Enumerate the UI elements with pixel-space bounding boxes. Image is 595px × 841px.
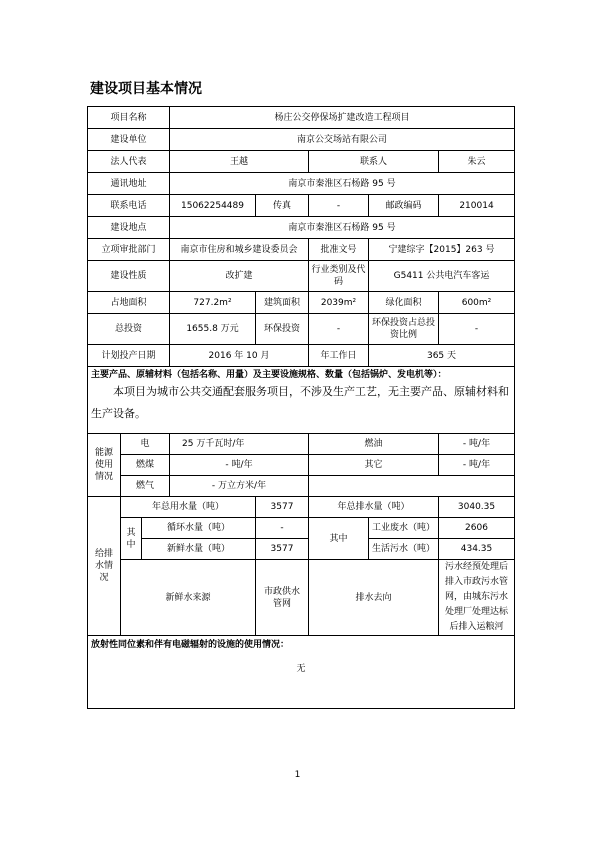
- table-row: [88, 497, 515, 518]
- among2-label: 其中: [309, 518, 369, 560]
- dest: 污水经预处理后排入市政污水管网，由城东污水处理厂处理达标后排入运粮河: [439, 560, 515, 636]
- table-row: [88, 455, 515, 476]
- approval-no: 宁建综字【2015】263 号: [369, 239, 515, 261]
- other-label: 其它: [309, 455, 439, 476]
- electricity: 25 万千瓦时/年: [170, 434, 309, 455]
- oil-label: 燃油: [309, 434, 439, 455]
- products-text: 本项目为城市公共交通配套服务项目，不涉及生产工艺，无主要产品、原辅材料和生产设备。: [91, 385, 509, 420]
- radiation-heading: 放射性同位素和伴有电磁辐射的设施的使用情况：: [91, 640, 290, 650]
- nature-label: 建设性质: [88, 261, 170, 292]
- table-row: [88, 107, 515, 129]
- water-label: 给排水情况: [88, 497, 121, 636]
- project-name: 杨庄公交停保场扩建改造工程项目: [170, 107, 515, 129]
- fresh: 3577: [256, 539, 309, 560]
- among-label: 其中: [121, 518, 142, 560]
- recycle-label: 循环水量（吨）: [142, 518, 256, 539]
- electricity-label: 电: [121, 434, 170, 455]
- total-use-label: 年总用水量（吨）: [121, 497, 256, 518]
- start-date: 2016 年 10 月: [170, 345, 309, 367]
- project-name-label: 项目名称: [88, 107, 170, 129]
- energy-label: 能源使用情况: [88, 434, 121, 497]
- gas: - 万立方米/年: [170, 476, 309, 497]
- fax-label: 传真: [256, 195, 309, 217]
- env-invest: -: [309, 314, 369, 345]
- table-row: [88, 345, 515, 367]
- contact-label: 联系人: [309, 151, 439, 173]
- workdays: 365 天: [369, 345, 515, 367]
- industry: G5411 公共电汽车客运: [369, 261, 515, 292]
- total-use: 3577: [256, 497, 309, 518]
- fax: -: [309, 195, 369, 217]
- total-drain: 3040.35: [439, 497, 515, 518]
- approval-dept-label: 立项审批部门: [88, 239, 170, 261]
- table-row: [88, 195, 515, 217]
- industry-label: 行业类别及代码: [309, 261, 369, 292]
- empty-cell: [309, 476, 515, 497]
- postcode: 210014: [439, 195, 515, 217]
- land-area: 727.2m²: [170, 292, 256, 314]
- coal: - 吨/年: [170, 455, 309, 476]
- legal-rep-label: 法人代表: [88, 151, 170, 173]
- green-area-label: 绿化面积: [369, 292, 439, 314]
- floor-area-label: 建筑面积: [256, 292, 309, 314]
- builder: 南京公交场站有限公司: [170, 129, 515, 151]
- industrial-label: 工业废水（吨）: [369, 518, 439, 539]
- domestic: 434.35: [439, 539, 515, 560]
- fresh-label: 新鲜水量（吨）: [142, 539, 256, 560]
- coal-label: 燃煤: [121, 455, 170, 476]
- oil: - 吨/年: [439, 434, 515, 455]
- site-label: 建设地点: [88, 217, 170, 239]
- source-label: 新鲜水来源: [121, 560, 256, 636]
- table-row: [88, 476, 515, 497]
- postcode-label: 邮政编码: [369, 195, 439, 217]
- builder-label: 建设单位: [88, 129, 170, 151]
- recycle: -: [256, 518, 309, 539]
- industrial: 2606: [439, 518, 515, 539]
- source: 市政供水管网: [256, 560, 309, 636]
- table-row: [88, 314, 515, 345]
- table-row: [88, 261, 515, 292]
- radiation-value: 无: [296, 664, 306, 674]
- address-label: 通讯地址: [88, 173, 170, 195]
- approval-no-label: 批准文号: [309, 239, 369, 261]
- start-date-label: 计划投产日期: [88, 345, 170, 367]
- nature: 改扩建: [170, 261, 309, 292]
- total-drain-label: 年总排水量（吨）: [309, 497, 439, 518]
- table-row: [88, 539, 515, 560]
- page-number: 1: [294, 770, 301, 780]
- env-invest-label: 环保投资: [256, 314, 309, 345]
- table-row: [88, 292, 515, 314]
- legal-rep: 王越: [170, 151, 309, 173]
- table-row: [88, 560, 515, 636]
- approval-dept: 南京市住房和城乡建设委员会: [170, 239, 309, 261]
- site: 南京市秦淮区石杨路 95 号: [170, 217, 515, 239]
- table-row: [88, 217, 515, 239]
- workdays-label: 年工作日: [309, 345, 369, 367]
- table-row: [88, 518, 515, 539]
- other: - 吨/年: [439, 455, 515, 476]
- basic-info-table: [87, 106, 515, 709]
- floor-area: 2039m²: [309, 292, 369, 314]
- env-ratio: -: [439, 314, 515, 345]
- table-row: [88, 367, 515, 434]
- address: 南京市秦淮区石杨路 95 号: [170, 173, 515, 195]
- products-heading: 主要产品、原辅材料（包括名称、用量）及主要设施规格、数量（包括锅炉、发电机等）：: [91, 370, 447, 380]
- table-row: [88, 173, 515, 195]
- investment: 1655.8 万元: [170, 314, 256, 345]
- contact: 朱云: [439, 151, 515, 173]
- products-cell: [88, 367, 515, 434]
- page-title: 建设项目基本情况: [90, 81, 202, 97]
- green-area: 600m²: [439, 292, 515, 314]
- table-row: [88, 129, 515, 151]
- env-ratio-label: 环保投资占总投资比例: [369, 314, 439, 345]
- domestic-label: 生活污水（吨）: [369, 539, 439, 560]
- phone: 15062254489: [170, 195, 256, 217]
- dest-label: 排水去向: [309, 560, 439, 636]
- investment-label: 总投资: [88, 314, 170, 345]
- phone-label: 联系电话: [88, 195, 170, 217]
- table-row: [88, 434, 515, 455]
- radiation-cell: [88, 636, 515, 709]
- table-row: [88, 239, 515, 261]
- land-area-label: 占地面积: [88, 292, 170, 314]
- table-row: [88, 151, 515, 173]
- gas-label: 燃气: [121, 476, 170, 497]
- table-row: [88, 636, 515, 709]
